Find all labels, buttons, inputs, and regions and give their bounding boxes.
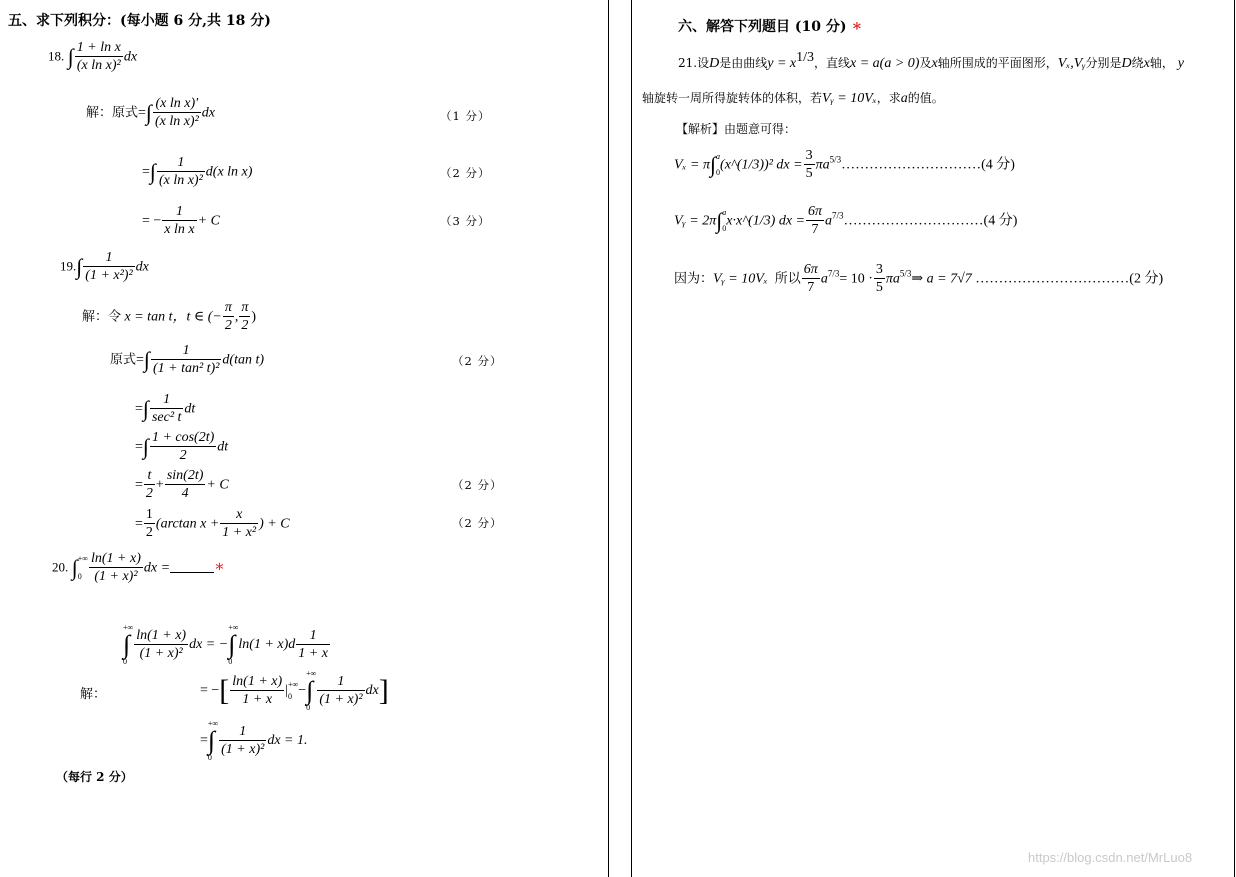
points-label: （2 分） (452, 354, 503, 368)
solution-19-line-4: = $\frac{t}{2}$ + $\frac{\sin(2t)}{4}$ + C (135, 468, 229, 502)
asterisk-mark: ∗ (214, 558, 225, 576)
solution-20-line-1: +∞ ∫ 0 $\frac{\ln(1 + x)}{\text{(1 + x)²}}$ dx = − +∞ ∫ 0 ln(1 + x)d $\frac{1}{1 + x}$ (123, 623, 328, 666)
vy-formula: Vᵧ = 2π∫ a 0 x·x^(1/3) dx = $\frac{6\pi}{7}$ $a^{7/3}\dots\dots\dots\dots\dots\dots\dots\dots\dots\dots(4$ 分) (674, 204, 1018, 238)
solution-19-line-3: =∫ $\frac{1 + \cos(2t)}{2}$ dt (135, 430, 229, 464)
solution-19-substitution: 解：令 x = tan t，t ∈ (− $\frac{\pi}{2}$ , $\frac{\pi}{2}$ ) (82, 300, 257, 334)
solution-label: 解：令 (82, 308, 122, 324)
section-five-title: 五、求下列积分：(每小题 6 分,共 18 分) (8, 13, 271, 29)
solution-label: 解： (80, 687, 107, 702)
question-18 (48, 40, 137, 74)
solution-18-line-3: = − $\frac{1}{\text{x ln x}}$ + C (142, 204, 220, 238)
solution-20-line-3: = +∞ ∫ 0 $\frac{1}{\text{(1 + x)²}}$ dx = 1. (200, 719, 308, 762)
right-page-border (1234, 0, 1235, 877)
question-20: 20. ∫ +∞ 0 $\frac{\ln(1 + x)}{\text{(1 + x)²}}$ dx = ∗ (52, 551, 225, 585)
question-21-line-1: 21.设D是由曲线$y = x^{1/3}$，直线x = a(a > 0)及x轴所围成的平面图形，Vₓ,Vᵧ分别是D绕x轴， y (678, 50, 1184, 71)
solution-19-line-1: 原式=∫ $\frac{1}{\text{(1 + tan² t)²}}$ d(tan t) (110, 343, 265, 377)
question-21-line-2: 轴旋转一周所得旋转体的体积，若Vᵧ = 10Vₓ，求a的值。 (642, 91, 944, 106)
question-number: 18. (48, 48, 65, 64)
solution-18-line-2: =∫ $\frac{1}{\text{(x ln x)²}}$ d(x ln x) (142, 155, 253, 189)
integral-sign: ∫ (67, 44, 74, 70)
question-number: 19. (60, 258, 77, 274)
points-label: （1 分） (440, 109, 491, 123)
question-19: 19.∫ $\frac{1}{\text{(1 + x²)²}}$ dx (60, 250, 149, 284)
solution-19-line-5: = $\frac{1}{2}$ (arctan x + $\frac{x}{\text{1 + x²}}$ ) + C (135, 507, 290, 541)
points-label: （2 分） (440, 166, 491, 180)
asterisk-mark: ∗ (851, 16, 863, 35)
points-label: （3 分） (440, 214, 491, 228)
answer-blank (170, 560, 214, 573)
analysis-heading: 【解析】由题意可得： (676, 122, 797, 136)
watermark-text: https://blog.csdn.net/MrLuo8 (1028, 850, 1193, 865)
integrand-fraction: $\frac{\text{1 + ln x}}{\text{(x ln x)²}}$ (76, 40, 121, 74)
question-number: 20. (52, 559, 69, 575)
solution-18-line-1: 解：原式=∫ $\frac{\text{(x ln x)′}}{\text{(x ln x)²}}$ dx (86, 96, 216, 130)
conclusion-line: 因为：Vᵧ = 10Vₓ 所以 $\frac{6\pi}{7}$ $a^{7/3}= 10$ · $\frac{3}{5}$ $\pi a^{5/3}\Rightarrow$ a = 7√7 ……………………………(2 分) (674, 262, 1164, 296)
solution-19-line-2: =∫ $\frac{1}{\text{sec² t}}$ dt (135, 392, 196, 426)
points-label: （2 分） (452, 516, 503, 530)
differential: dx (123, 49, 138, 65)
scoring-note: （每行 2 分） (56, 770, 133, 784)
solution-20-line-2: = −[ $\frac{\ln(1 + x)}{1 + x}$ | +∞ 0 − +∞ ∫ 0 $\frac{1}{\text{(1 + x)²}}$ dx] (200, 669, 389, 712)
page-gutter (608, 0, 632, 877)
solution-label: 解：原式 (86, 104, 139, 120)
points-label: （2 分） (452, 478, 503, 492)
section-six-title: 六、解答下列题目 (10 分) ∗ (678, 16, 863, 35)
vx-formula: Vₓ = π∫ a 0 (x^(1/3))² dx = $\frac{3}{5}$ $\pi a^{5/3}\dots\dots\dots\dots\dots\dots\dots\dots\dots\dots(4$ 分) (674, 148, 1015, 182)
